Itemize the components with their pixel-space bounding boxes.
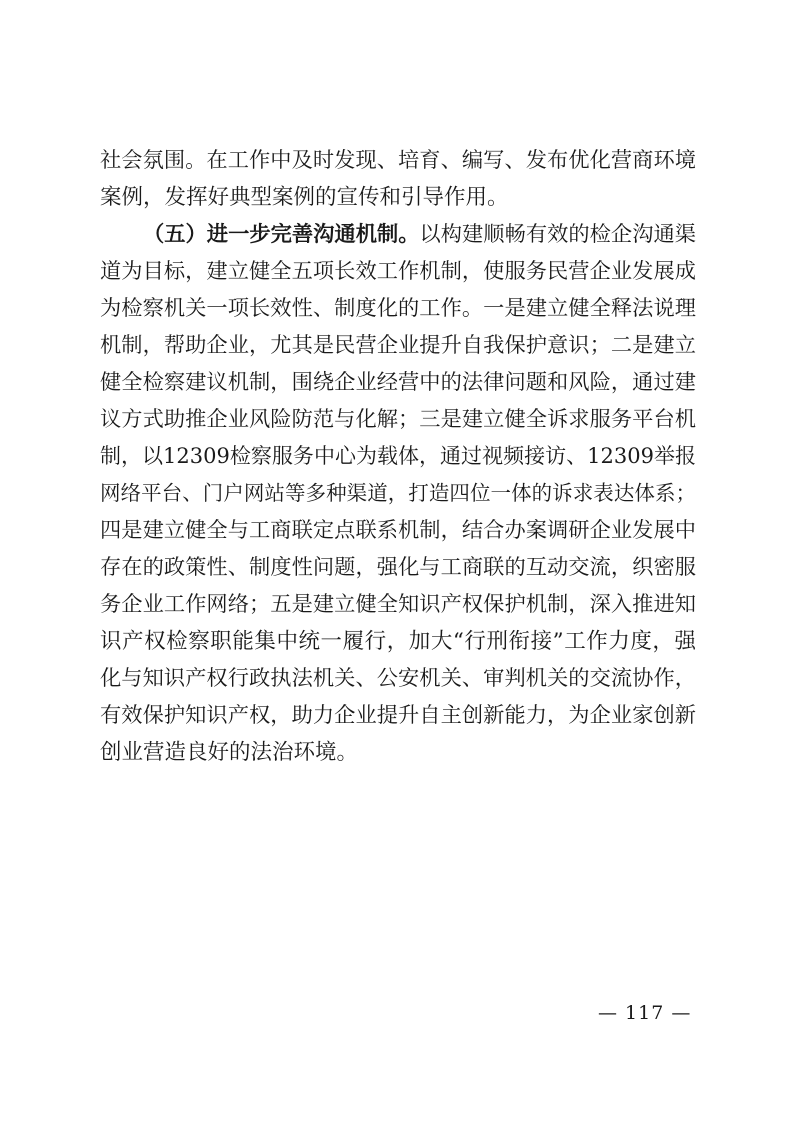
paragraph-continuation [100,142,696,216]
text-line: 务企业工作网络；五是建立健全知识产权保护机制，深入推进知 [100,592,696,617]
text-line: 制，以12309检察服务中心为载体，通过视频接访、12309举报 [100,444,696,468]
page-body [100,142,696,771]
text-line: 识产权检察职能集中统一履行，加大“行刑衔接”工作力度，强 [100,629,696,654]
paragraph-communication-mechanism [100,216,696,771]
text-line: 创业营造良好的法治环境。 [100,740,359,765]
page-number: — 117 — [598,1002,692,1024]
text-line: 四是建立健全与工商联定点联系机制，结合办案调研企业发展中 [100,518,696,543]
text-line: 网络平台、门户网站等多种渠道，打造四位一体的诉求表达体系； [100,481,696,505]
text-line: 有效保护知识产权，助力企业提升自主创新能力，为企业家创新 [100,703,696,728]
text-line-first [100,216,696,253]
heading-line-rest: 以构建顺畅有效的检企沟通渠 [419,222,696,247]
text-line: 道为目标，建立健全五项长效工作机制，使服务民营企业发展成 [100,259,696,284]
text-line: 化与知识产权行政执法机关、公安机关、审判机关的交流协作， [100,666,696,691]
text-line: 健全检察建议机制，围绕企业经营中的法律问题和风险，通过建 [100,370,696,395]
text-line: 案例，发挥好典型案例的宣传和引导作用。 [100,185,509,210]
text-line: 社会氛围。在工作中及时发现、培育、编写、发布优化营商环境 [100,148,696,173]
section-heading: （五）进一步完善沟通机制。 [143,222,420,247]
text-line: 为检察机关一项长效性、制度化的工作。一是建立健全释法说理 [100,296,696,321]
text-line: 存在的政策性、制度性问题，强化与工商联的互动交流，织密服 [100,555,696,580]
text-line: 议方式助推企业风险防范与化解；三是建立健全诉求服务平台机 [100,407,696,432]
text-line: 机制，帮助企业，尤其是民营企业提升自我保护意识；二是建立 [100,333,696,358]
